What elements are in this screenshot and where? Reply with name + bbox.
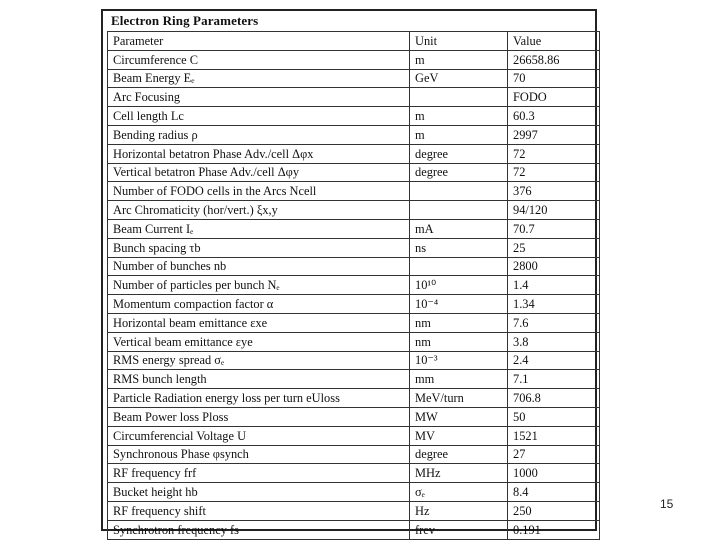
value-cell: 7.1 [508,370,600,389]
value-cell: 7.6 [508,313,600,332]
table-row [108,520,600,539]
parameter-cell: Bending radius ρ [108,125,410,144]
unit-cell: mm [410,370,508,389]
unit-cell: frev [410,520,508,539]
parameter-cell: Number of bunches nb [108,257,410,276]
value-cell: FODO [508,88,600,107]
unit-cell: m [410,50,508,69]
parameter-cell: Beam Energy Eₑ [108,69,410,88]
table-title: Electron Ring Parameters [111,13,259,28]
value-cell: 60.3 [508,107,600,126]
table-row [108,370,600,389]
unit-cell: ns [410,238,508,257]
unit-cell: nm [410,313,508,332]
unit-cell: MW [410,407,508,426]
table-row [108,389,600,408]
table-row [108,257,600,276]
parameter-cell: Synchrotron frequency fs [108,520,410,539]
unit-cell [410,201,508,220]
table-row [108,201,600,220]
parameter-cell: Horizontal beam emittance εxe [108,313,410,332]
table-row [108,313,600,332]
parameter-cell: Vertical beam emittance εye [108,332,410,351]
parameter-cell: Circumferencial Voltage U [108,426,410,445]
value-cell: 50 [508,407,600,426]
page-number: 15 [660,497,674,511]
parameter-cell: RMS bunch length [108,370,410,389]
value-cell: 26658.86 [508,50,600,69]
parameter-cell: Circumference C [108,50,410,69]
header-unit: Unit [410,32,508,51]
parameter-table-panel [101,9,597,537]
unit-cell [410,257,508,276]
parameter-cell: Arc Focusing [108,88,410,107]
value-cell: 70 [508,69,600,88]
value-cell: 3.8 [508,332,600,351]
parameter-cell: Bucket height hb [108,483,410,502]
unit-cell: nm [410,332,508,351]
table-row [108,238,600,257]
value-cell: 72 [508,144,600,163]
header-value: Value [508,32,600,51]
unit-cell: degree [410,144,508,163]
parameter-cell: Vertical betatron Phase Adv./cell Δφy [108,163,410,182]
value-cell: 1.34 [508,295,600,314]
value-cell: 1521 [508,426,600,445]
table-row [108,445,600,464]
unit-cell: MHz [410,464,508,483]
value-cell: 250 [508,501,600,520]
value-cell: 706.8 [508,389,600,408]
unit-cell: MV [410,426,508,445]
table-row [108,163,600,182]
unit-cell: GeV [410,69,508,88]
table-row [108,182,600,201]
table-row [108,464,600,483]
table-row [108,351,600,370]
parameter-cell: RMS energy spread σₑ [108,351,410,370]
value-cell: 2.4 [508,351,600,370]
unit-cell [410,182,508,201]
value-cell: 8.4 [508,483,600,502]
parameter-cell: RF frequency frf [108,464,410,483]
table-row [108,88,600,107]
unit-cell: m [410,107,508,126]
table-row [108,50,600,69]
unit-cell: 10⁻³ [410,351,508,370]
unit-cell: Hz [410,501,508,520]
table-row [108,426,600,445]
table-row [108,144,600,163]
parameter-cell: Particle Radiation energy loss per turn eUloss [108,389,410,408]
table-row [108,125,600,144]
table-row [108,332,600,351]
parameter-cell: Number of FODO cells in the Arcs Ncell [108,182,410,201]
value-cell: 1.4 [508,276,600,295]
unit-cell: degree [410,445,508,464]
value-cell: 25 [508,238,600,257]
parameter-cell: Number of particles per bunch Nₑ [108,276,410,295]
parameter-cell: Synchronous Phase φsynch [108,445,410,464]
unit-cell: 10¹⁰ [410,276,508,295]
parameter-cell: Beam Power loss Ploss [108,407,410,426]
value-cell: 94/120 [508,201,600,220]
value-cell: 2997 [508,125,600,144]
unit-cell: 10⁻⁴ [410,295,508,314]
value-cell: 70.7 [508,219,600,238]
header-parameter: Parameter [108,32,410,51]
unit-cell: degree [410,163,508,182]
table-row [108,483,600,502]
table-row [108,219,600,238]
value-cell: 27 [508,445,600,464]
value-cell: 1000 [508,464,600,483]
table-row [108,69,600,88]
table-row [108,276,600,295]
unit-cell: MeV/turn [410,389,508,408]
table-row [108,295,600,314]
value-cell: 2800 [508,257,600,276]
table-row [108,107,600,126]
parameter-cell: RF frequency shift [108,501,410,520]
parameter-table [107,31,600,540]
value-cell: 376 [508,182,600,201]
unit-cell: σₑ [410,483,508,502]
unit-cell: mA [410,219,508,238]
parameter-cell: Horizontal betatron Phase Adv./cell Δφx [108,144,410,163]
table-header-row [108,32,600,51]
value-cell: 72 [508,163,600,182]
parameter-cell: Cell length Lc [108,107,410,126]
table-row [108,407,600,426]
parameter-cell: Bunch spacing τb [108,238,410,257]
value-cell: 0.191 [508,520,600,539]
unit-cell [410,88,508,107]
parameter-cell: Beam Current Iₑ [108,219,410,238]
table-row [108,501,600,520]
unit-cell: m [410,125,508,144]
parameter-cell: Arc Chromaticity (hor/vert.) ξx,y [108,201,410,220]
parameter-cell: Momentum compaction factor α [108,295,410,314]
